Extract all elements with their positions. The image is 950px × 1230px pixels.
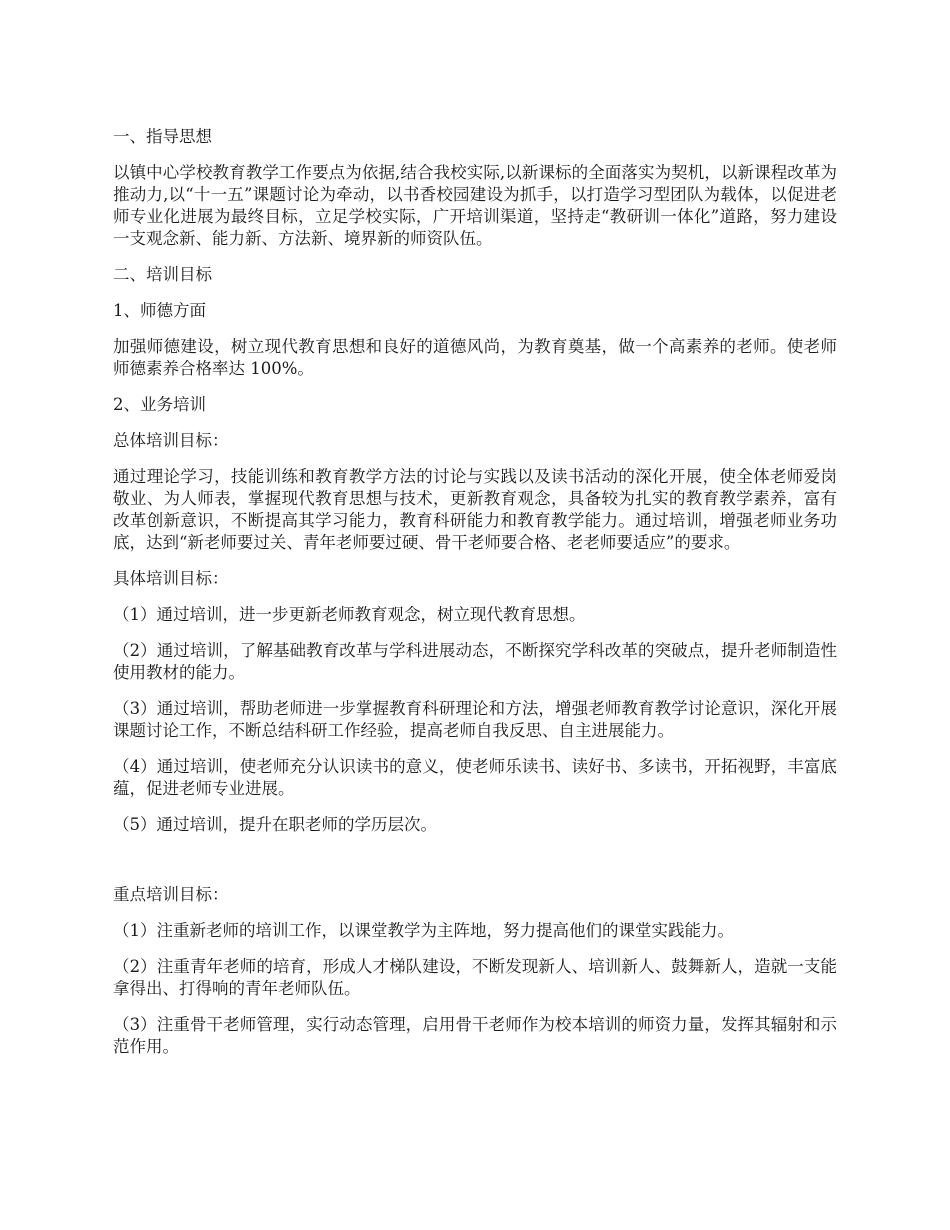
label-key-goals: 重点培训目标： xyxy=(113,885,229,904)
subheading-professional-training: 2、业务培训 xyxy=(113,395,206,414)
label-overall-goals: 总体培训目标： xyxy=(113,431,229,450)
list-item-specific-3: （3）通过培训，帮助老师进一步掌握教育科研理论和方法，增强老师教育教学讨论意识，深化开展课题讨论工作，不断总结科研工作经验，提高老师自我反思、自主进展能力。 xyxy=(113,699,837,740)
subheading-ethics: 1、师德方面 xyxy=(113,301,206,320)
paragraph-ethics: 加强师德建设，树立现代教育思想和良好的道德风尚，为教育奠基，做一个高素养的老师。使老师师德素养合格率达 100%。 xyxy=(113,337,837,378)
list-item-specific-1: （1）通过培训，进一步更新老师教育观念，树立现代教育思想。 xyxy=(113,605,586,624)
list-item-specific-2: （2）通过培训，了解基础教育改革与学科进展动态，不断探究学科改革的突破点，提升老师制造性使用教材的能力。 xyxy=(113,641,837,682)
paragraph-overall-goals: 通过理论学习，技能训练和教育教学方法的讨论与实践以及读书活动的深化开展，使全体老师爱岗敬业、为人师表，掌握现代教育思想与技术，更新教育观念，具备较为扎实的教育教学素养，富有改革创新意识，不断提高其学习能力，教育科研能力和教育教学能力。通过培训，增强老师业务功底，达到“新老师要过关、青年老师要过硬、骨干老师要合格、老老师要适应”的要求。 xyxy=(113,467,837,552)
list-item-key-1: （1）注重新老师的培训工作，以课堂教学为主阵地，努力提高他们的课堂实践能力。 xyxy=(113,921,734,940)
list-item-key-2: （2）注重青年老师的培育，形成人才梯队建设，不断发现新人、培训新人、鼓舞新人，造就一支能拿得出、打得响的青年老师队伍。 xyxy=(113,957,837,998)
label-specific-goals: 具体培训目标： xyxy=(113,569,229,588)
section-heading-guiding-ideology: 一、指导思想 xyxy=(113,127,212,146)
document-body xyxy=(113,126,837,1072)
paragraph-guiding-ideology: 以镇中心学校教育教学工作要点为依据,结合我校实际,以新课标的全面落实为契机，以新课程改革为推动力,以“十一五”课题讨论为牵动，以书香校园建设为抓手，以打造学习型团队为载体，以促进老师专业化进展为最终目标，立足学校实际，广开培训渠道，坚持走“教研训一体化”道路，努力建设一支观念新、能力新、方法新、境界新的师资队伍。 xyxy=(113,163,837,248)
section-heading-training-goals: 二、培训目标 xyxy=(113,265,212,284)
list-item-specific-5: （5）通过培训，提升在职老师的学历层次。 xyxy=(113,815,437,834)
list-item-specific-4: （4）通过培训，使老师充分认识读书的意义，使老师乐读书、读好书、多读书，开拓视野，丰富底蕴，促进老师专业进展。 xyxy=(113,757,837,798)
list-item-key-3: （3）注重骨干老师管理，实行动态管理，启用骨干老师作为校本培训的师资力量，发挥其辐射和示范作用。 xyxy=(113,1015,837,1056)
